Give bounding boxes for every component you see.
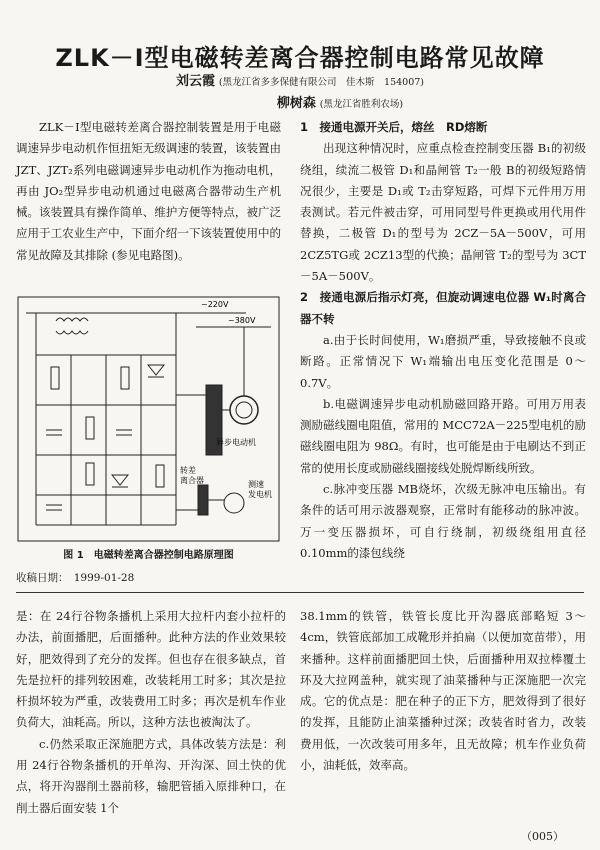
received-date: 收稿日期： 1999-01-28	[16, 572, 135, 584]
section-2-item-c: c.脉冲变压器 MB烧坏，次级无脉冲电压输出。有条件的话可用示波器观察，正常时有能移动的脉冲波。万一变压器损坏，可自行绕制，初级绕组用直径 0.10mm的漆包线绕	[300, 482, 586, 560]
generator-symbol	[224, 493, 244, 513]
label-motor: 异步电动机	[216, 438, 256, 447]
author-line-1	[0, 70, 600, 89]
label-380v: ~380V	[228, 316, 256, 325]
motor-symbol	[230, 396, 258, 424]
section-1-paragraph: 出现这种情况时，应重点检查控制变压器 B₁的初级绕组，续流二极管 D₁和晶闸管 T₂一般 B的初级短路情况很少，主要是 D₁或 T₂击穿短路，可焊下元件用万用表测试。若元件被击穿，可用同型号件更换或用代用件替换，二极管 D₁的型号为 2CZ－5A－500V，可用 2CZ5TG或 2CZ13型的代换；晶闸管 T₂的型号为 3CT－5A－500V。	[300, 141, 586, 284]
author1-affiliation: (黑龙江省多多保健有限公司 佳木斯 154007)	[218, 77, 425, 88]
author2-name: 柳树森	[276, 96, 316, 111]
transformer-coil	[56, 318, 88, 321]
figure-border	[18, 297, 279, 541]
bottom-left-paragraph-2: c.仍然采取正深施肥方式，具体改装方法是：利用 24行谷物条播机的开单沟、开沟深、回土快的优点，将开沟器削土器前移，输肥管插入原排种口，在削土器后面安装 1个	[16, 736, 286, 815]
section-2-item-b: b.电磁调速异步电动机励磁回路开路。可用万用表测励磁线圈电阻值，常用的 MCC72A－225型电机的励磁线圈电阻为 98Ω。有时，也可能是由于电刷达不到正常的使用长度或励磁线圈接线处脱焊断线所致。	[300, 396, 586, 475]
right-column	[300, 117, 586, 564]
section-2-item-a: a.由于长时间使用，W₁磨损严重，导致接触不良或断路。正常情况下 W₁端输出电压变化范围是 0～0.7V。	[300, 332, 586, 390]
intro-column	[16, 117, 281, 266]
label-generator: 测速发电机	[248, 480, 272, 499]
author1-name: 刘云霞	[175, 74, 215, 89]
article-title: ZLK－Ⅰ型电磁转差离合器控制电路常见故障	[55, 44, 545, 72]
bottom-right-paragraph-1: 38.1mm的铁管，铁管长度比开沟器底部略短 3～4cm，铁管底部加工成靴形并拍扁（以便加宽苗带），用来播种。这样前面播肥回土快，后面播种用双拉棒覆土环及大拉网盖种，就实现了油菜播种与正深施肥一次完成。它的优点是：肥在种子的正下方，肥效得到了很好的发挥，且能防止油菜播种过深；改装省时省力，改装费用低，一次改装可用多年，且无故障；机车作业负荷小，油耗低，效率高。	[300, 609, 586, 773]
section-divider	[16, 592, 584, 593]
bottom-left-paragraph-1: 是：在 24行谷物条播机上采用大拉杆内套小拉杆的办法，前面播肥，后面播种。此种方法的作业效果较好，肥效得到了充分的发挥。但也存在很多缺点，首先是拉杆的排列较困难，改装耗用工时多；其次是拉杆损坏较为严重，改装费用工时多；再次是机车作业负荷大，油耗高。所以，这种方法也被淘汰了。	[16, 609, 286, 730]
figure-caption: 图 1 电磁转差离合器控制电路原理图	[63, 550, 234, 561]
bottom-left-column	[16, 606, 286, 844]
author2-affiliation: (黑龙江省胜利农场)	[319, 99, 404, 110]
page-number: （005）	[521, 830, 564, 843]
section-heading-1: 1 接通电源开关后，熔丝 RD熔断	[300, 120, 488, 134]
label-220v: ~220V	[201, 300, 229, 309]
bottom-right-column	[300, 606, 586, 776]
section-heading-2: 2 接通电源后指示灯亮，但旋动调速电位器 W₁时离合器不转	[300, 290, 586, 326]
author-line-2	[40, 92, 600, 111]
circuit-diagram	[16, 295, 281, 543]
label-clutch: 转差离合器	[180, 466, 204, 485]
intro-paragraph: ZLK－Ⅰ型电磁转差离合器控制装置是用于电磁调速异步电动机作恒扭矩无级调速的装置，该装置由 JZT、JZT₂系列电磁调速异步电动机作为拖动电机，再由 JO₂型异步电动机通过电磁离合器带动生产机械。该装置具有操作简单、维护方便等特点，被广泛应用于工农业生产中，下面介绍一下该装置使用中的常见故障及其排除 (参见电路图)。	[16, 120, 281, 262]
